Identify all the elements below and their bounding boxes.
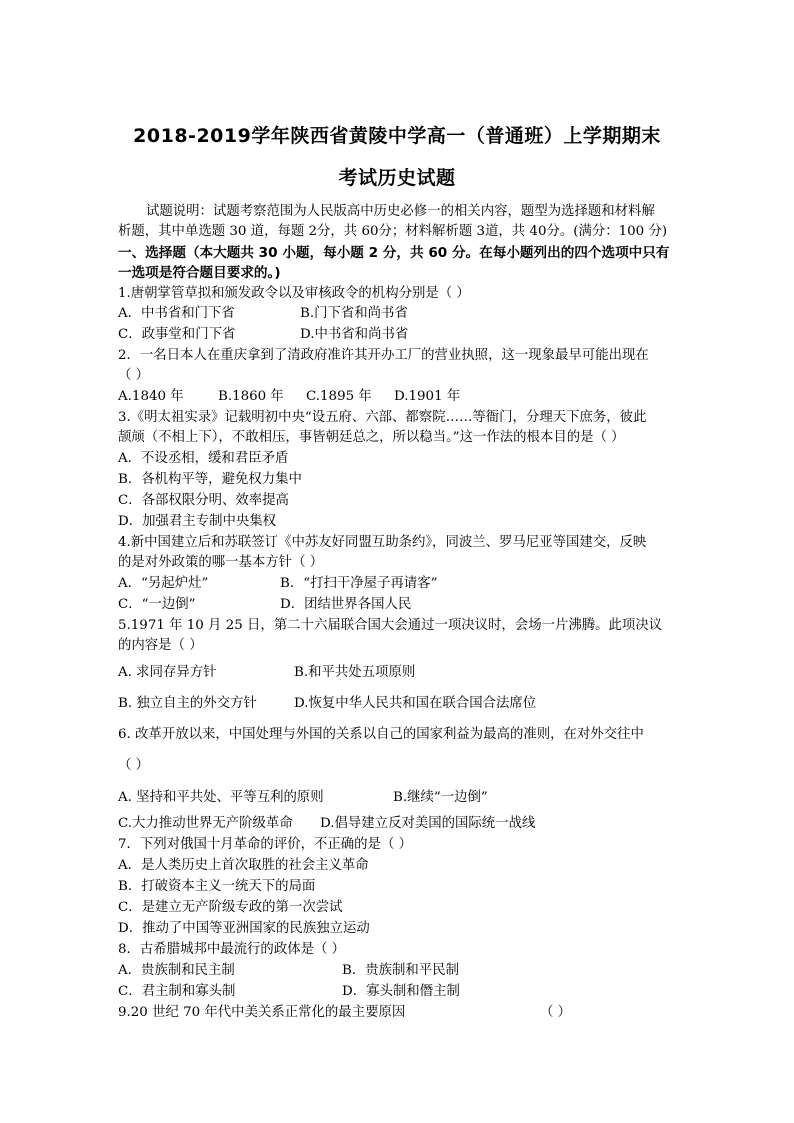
q6-option-a: A. 坚持和平共处、平等互利的原则 xyxy=(118,790,324,805)
section-heading-line-2: 一选项是符合题目要求的。) xyxy=(118,265,281,281)
q8-stem: 8．古希腊城邦中最流行的政体是（ ） xyxy=(118,942,346,957)
q2-option-c: C.1895 年 xyxy=(306,389,372,404)
q2-option-b: B.1860 年 xyxy=(218,389,284,404)
q1-option-d: D.中书省和尚书省 xyxy=(300,327,409,342)
q2-stem-line-1: 2．一名日本人在重庆拿到了清政府准许其开办工厂的营业执照，这一现象最早可能出现在 xyxy=(118,348,649,363)
q8-option-a: A．贵族制和民主制 xyxy=(118,963,235,978)
q2-stem-line-2: （ ） xyxy=(118,368,150,383)
q4-option-b: B．“打扫干净屋子再请客” xyxy=(280,576,438,591)
q3-option-a: A．不设丞相，缓和君臣矛盾 xyxy=(118,451,289,466)
q8-option-d: D．寡头制和僭主制 xyxy=(342,984,460,999)
q5-option-d: D.恢复中华人民共和国在联合国合法席位 xyxy=(294,696,537,711)
q9-stem: 9.20 世纪 70 年代中美关系正常化的最主要原因 xyxy=(118,1005,406,1020)
q7-option-c: C．是建立无产阶级专政的第一次尝试 xyxy=(118,900,343,915)
q6-option-c: C.大力推动世界无产阶级革命 xyxy=(118,816,293,831)
q3-option-d: D．加强君主专制中央集权 xyxy=(118,514,277,529)
intro-line-1: 试题说明：试题考察范围为人民版高中历史必修一的相关内容，题型为选择题和材料解 xyxy=(146,204,655,219)
intro-line-2: 析题，其中单选题 30 道，每题 2分，共 60分；材料解析题 3道，共 40分。(满分：100 分) xyxy=(118,224,668,239)
q6-option-b: B.继续“一边倒” xyxy=(393,790,488,805)
q4-stem-line-2: 的是对外政策的哪一基本方针（ ） xyxy=(118,555,324,570)
q5-stem-line-2: 的内容是（ ） xyxy=(118,638,203,653)
page-title-line-1: 2018-2019学年陕西省黄陵中学高一（普通班）上学期期末 xyxy=(133,125,661,147)
q3-stem-line-1: 3.《明太祖实录》记载明初中央“设五府、六部、都察院……等衙门，分理天下庶务，彼此 xyxy=(118,410,647,425)
q6-stem-line-1: 6. 改革开放以来，中国处理与外国的关系以自己的国家利益为最高的准则，在对外交往中 xyxy=(118,727,644,742)
q4-option-d: D．团结世界各国人民 xyxy=(280,597,412,612)
q5-option-a: A. 求同存异方针 xyxy=(118,665,217,680)
q8-option-c: C．君主制和寡头制 xyxy=(118,984,236,999)
q7-option-a: A．是人类历史上首次取胜的社会主义革命 xyxy=(118,858,369,873)
q3-option-b: B．各机构平等，避免权力集中 xyxy=(118,472,302,487)
q4-stem-line-1: 4.新中国建立后和苏联签订《中苏友好同盟互助条约》，同波兰、罗马尼亚等国建交，反映 xyxy=(118,535,647,550)
q1-option-b: B.门下省和尚书省 xyxy=(300,306,408,321)
q4-option-c: C．“一边倒” xyxy=(118,597,196,612)
q1-option-a: A．中书省和门下省 xyxy=(118,306,235,321)
q5-option-b: B.和平共处五项原则 xyxy=(294,665,416,680)
q7-option-d: D．推动了中国等亚洲国家的民族独立运动 xyxy=(118,921,370,936)
q3-stem-line-2: 颉颃（不相上下），不敢相压，事皆朝廷总之，所以稳当。”这一作法的根本目的是（ ） xyxy=(118,430,625,445)
q4-option-a: A．“另起炉灶” xyxy=(118,576,209,591)
q3-option-c: C．各部权限分明、效率提高 xyxy=(118,493,289,508)
page-title-line-2: 考试历史试题 xyxy=(338,167,456,189)
q2-option-a: A.1840 年 xyxy=(118,389,184,404)
q6-option-d: D.倡导建立反对美国的国际统一战线 xyxy=(320,816,536,831)
q8-option-b: B．贵族制和平民制 xyxy=(342,963,459,978)
q9-answer-paren: （ ） xyxy=(540,1005,572,1020)
q5-stem-line-1: 5.1971 年 10 月 25 日，第二十六届联合国大会通过一项决议时，会场一片沸腾。此项决议 xyxy=(118,618,663,633)
q6-stem-line-2: （ ） xyxy=(118,758,150,773)
q1-stem: 1.唐朝掌管草拟和颁发政令以及审核政令的机构分别是（ ） xyxy=(118,286,470,301)
section-heading-line-1: 一、选择题（本大题共 30 小题，每小题 2 分，共 60 分。在每小题列出的四个选项中只有 xyxy=(118,245,670,261)
q7-stem: 7．下列对俄国十月革命的评价，不正确的是（ ） xyxy=(118,837,412,852)
q2-option-d: D.1901 年 xyxy=(394,389,461,404)
q5-option-c: B. 独立自主的外交方针 xyxy=(118,696,257,711)
q7-option-b: B．打破资本主义一统天下的局面 xyxy=(118,879,316,894)
q1-option-c: C．政事堂和门下省 xyxy=(118,327,236,342)
